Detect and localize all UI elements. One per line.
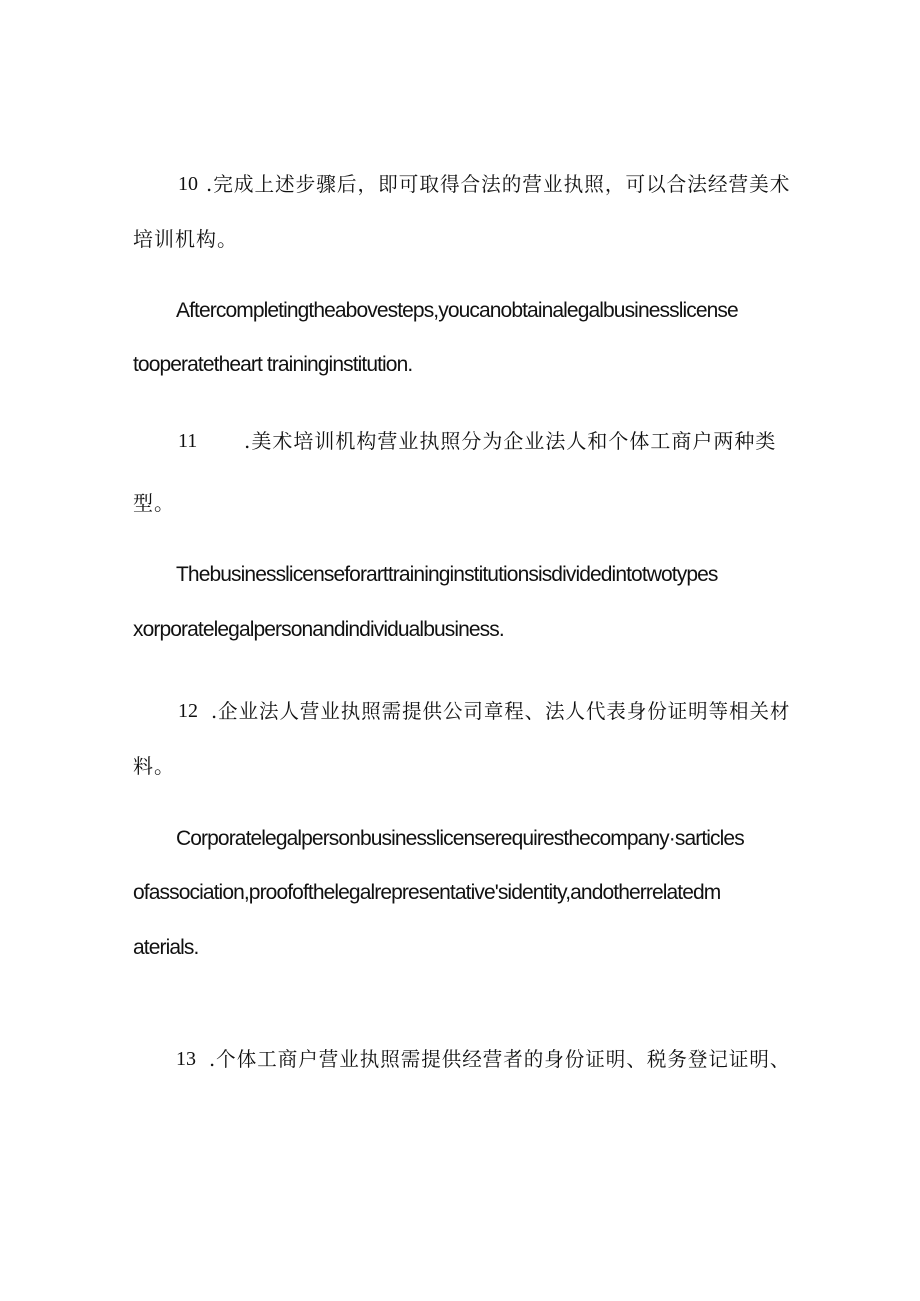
chinese-text-line: 料。	[133, 754, 175, 778]
english-text-line: xorporatelegalpersonandindividualbusiness.	[133, 618, 504, 641]
english-text-line: Corporatelegalpersonbusinesslicenserequiresthecompany·sarticles	[176, 827, 744, 850]
chinese-text-line: 培训机构。	[133, 227, 238, 251]
chinese-text-line: .企业法人营业执照需提供公司章程、法人代表身份证明等相关材	[211, 699, 791, 723]
item-number: 12	[178, 700, 198, 722]
chinese-text-line: .完成上述步骤后，即可取得合法的营业执照，可以合法经营美术	[206, 172, 791, 196]
english-text-line: aterials.	[133, 936, 199, 959]
chinese-text-line: .个体工商户营业执照需提供经营者的身份证明、税务登记证明、	[209, 1047, 791, 1071]
english-text-line: Thebusinesslicenseforarttraininginstitutionsisdividedintotwotypes	[176, 563, 718, 586]
item-number: 11	[178, 430, 198, 452]
english-text-line: tooperatetheart traininginstitution.	[133, 353, 413, 376]
chinese-text-line: .美术培训机构营业执照分为企业法人和个体工商户两种类	[244, 429, 777, 453]
item-number: 13	[176, 1048, 196, 1070]
item-number: 10	[178, 173, 198, 195]
english-text-line: ofassociation,proofofthelegalrepresentative'sidentity,andotherrelatedm	[133, 881, 721, 904]
english-text-line: Aftercompletingtheabovesteps,youcanobtainalegalbusinesslicense	[176, 299, 738, 322]
chinese-text-line: 型。	[133, 491, 175, 515]
